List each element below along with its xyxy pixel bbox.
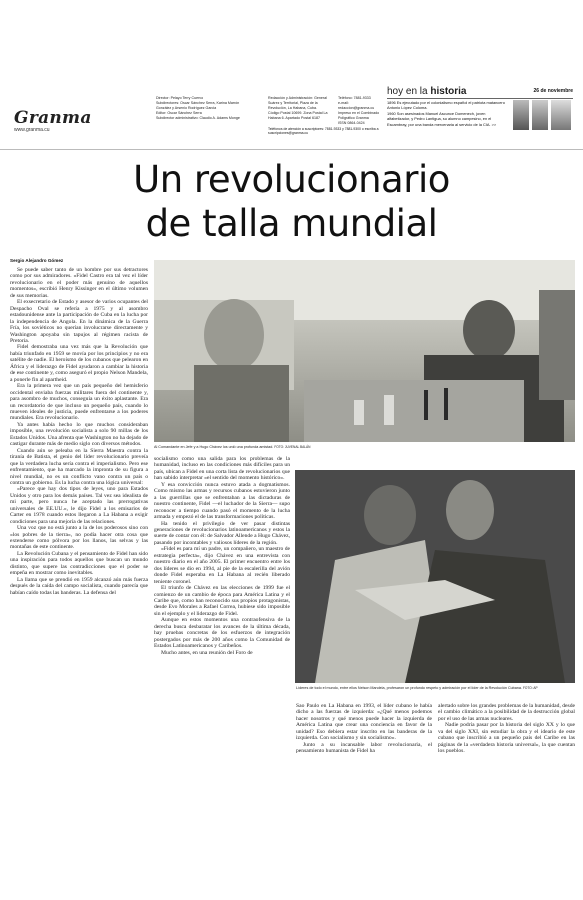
hoy-item: 1896 Es ejecutado por el colonialismo español el patriota matancero Antonio López Coloma. [387,100,505,111]
subscription-line: Teléfonos de atención a suscriptores: 7881-9333 y 7881-9300 o escriba a suscripciones@granma.cu [268,127,379,136]
portrait-photo [513,100,529,130]
paragraph: La Revolución Cubana y el pensamiento de Fidel han sido una inspiración para todos aquellos que buscan un mundo distinto, que supere las contradicciones que el poder se empeña en mostrar como inevitables. [10,550,148,577]
portrait-photo [532,100,548,130]
info-line: Redacción y Administración: General [268,96,327,100]
info-line: Subdirectores: Oscar Sánchez Serra, Karina Marrón [156,101,240,106]
info-line: Teléfono: 7881-9333 [338,96,371,100]
paragraph: Sao Paulo en La Habana en 1993, el líder cubano le había dicho a las fuerzas de izquierda: «¿Qué menos podemos hacer nosotros y qué menos puede hacer la izquierda de América Latina que crear una conciencia en favor de la unidad? Eso debiera estar inscrito en las banderas de la izquierda. Con socialismo y sin socialismo». [296,703,432,742]
paragraph: Una voz que no está junto a la de los poderosos sino con «los pobres de la tierra», no podía hacer otra cosa que extenderse como pólvora por los llanos, las selvas y las montañas de este continente. [10,525,148,551]
headline-line: Un revolucionario [133,158,450,201]
hoy-divider [387,98,573,99]
paragraph: Aunque en estos momentos una contraofensiva de la derecha busca desbaratar los avances de la última década, hay pruebas concretas de los esfuerzos de integración postergados por más de 200 años como la Comunidad de Estados Latinoamericanos y Caribeños. [154,617,290,650]
info-line: Revolución, La Habana, Cuba. [268,106,317,111]
paragraph: Cuando aún se peleaba en la Sierra Maestra contra la tiranía de Batista, el genio del líder revolucionario preveía que la verdadera lucha sería contra el imperialismo. Pero ese enfrentamiento, que ha marcado la impronta de su figura a nivel mundial, no es un conflicto vano contra un país o contra un gobierno. Es la lucha contra una lógica universal: [10,447,148,486]
info-line: Editor: Oscar Sánchez Serra [156,111,202,116]
photo-mandela-fidel-illustration [295,470,575,683]
hoy-date: 26 de noviembre [533,88,573,94]
paragraph: alertado sobre los grandes problemas de la humanidad, desde el cambio climático a la posibilidad de la destrucción global por el uso de las armas nucleares. [438,703,575,722]
site-url: www.granma.cu [14,127,50,133]
info-line: Director: Pelayo Terry Cuervo [156,96,204,100]
article-column-1 [10,267,148,895]
photo-caption-1 [154,445,575,450]
paragraph: Junto a su incansable labor revolucionaria, el pensamiento humanista de Fidel ha [296,741,432,755]
caption-text: Líderes de todo el mundo, entre ellos Nelson Mandela, profesaron un profundo respeto y admiración por el líder de la Revolución Cubana. [296,686,522,690]
hoy-title-prefix: hoy en la [387,86,431,97]
hoy-en-la-historia-box [387,86,573,127]
masthead-rule [0,149,583,150]
paragraph: «Fidel es para mí un padre, un compañero, un maestro de estrategia perfecta», dijo Chávez en una entrevista con nuestro diario en el año 2005. El primer encuentro entre los dos líderes se dio en 1994, al pie de la escalerilla del avión donde Fidel esperaba en La Habana al recién liberado teniente coronel. [154,546,290,585]
info-line: e-mail: redaccion@granma.cu [338,101,375,111]
masthead-info-contact [338,96,384,127]
headline-line: de talla mundial [145,202,438,245]
article-column-3 [296,703,432,896]
paragraph: El triunfo de Chávez en las elecciones de 1999 fue el comienzo de un cambio de época para América Latina y el Caribe que, como han reconocido sus propios protagonistas, desde Evo Morales a Rafael Correa, hubiese sido imposible sin el ejemplo y el liderazgo de Fidel. [154,585,290,617]
photo-credit: FOTO: JUVENAL BALÁN [274,445,311,449]
paragraph: Mucho antes, en una reunión del Foro de [161,649,253,656]
hoy-item: 1960 Son asesinados Manuel Ascunce Domenech, joven alfabetizador, y Pedro Lantigua, su alumno campesino, en el Escambray, por una banda mercenaria al servicio de la CIA. >> [387,110,497,127]
photo-credit: FOTO: AP [522,686,538,690]
portrait-photo [551,100,571,130]
hoy-title-bold: historia [430,86,467,97]
info-line: Suárez y Territorial, Plaza de la [268,101,318,106]
photo-caption-2 [296,686,576,691]
paragraph: Y esa convicción nunca estuvo atada a dogmatismos. Como mismo las armas y recursos cubanos estuvieron junto a las guerrillas que se enfrentaban a las dictaduras de nuestro continente, Fidel —el luchador de la Sierra— supo reconocer a tiempo cuando pasó el momento de la lucha armada y empezó el de las transformaciones políticas. [154,481,290,521]
paragraph: El exsecretario de Estado y asesor de varios ocupantes del Despacho Oval se refería a 1975 y al asombro estadounidense ante la participación de Cuba en la lucha por la independencia de Angola. En la dinámica de la Guerra Fría, los soviéticos no querían involucrarse directamente y Washington apoyaba sin tapujos al régimen racista de Pretoria. [10,299,148,344]
paragraph: Fidel demostraba una vez más que la Revolución que había triunfado en 1959 se movía por los principios y no era satélite de nadie. El heroísmo de los cubanos que pelearon en África y el liderazgo de Fidel ayudaron a cambiar la historia de ese continente y, como aseguró el propio Nelson Mandela, a ponerle fin al apartheid. [10,344,148,383]
article-column-2 [154,456,290,896]
photo-fidel-chavez [154,260,575,442]
masthead-info-staff [156,96,256,121]
info-line: Poligráfico Granma [338,116,369,121]
article-column-4 [438,703,575,896]
info-line: Subdirector administrativo: Claudio A. Adams Monge [156,116,240,121]
info-line: Código Postal 10699. Zona Postal La [268,111,328,116]
info-line: González y Arsenio Rodríguez Garcia [156,106,217,111]
paragraph: La llama que se prendió en 1959 alcanzó aún más fuerza después de la caída del campo socialista, cuando parecía que habían caído todas las banderas. La defensa del [10,576,148,596]
paragraph: socialismo como una salida para los problemas de la humanidad, incluso en las condiciones más difíciles para un país, ubican a Fidel en una corta lista de revolucionarios que han sabido interpretar «el sentido del momento histórico». [154,456,290,482]
paragraph: Se puede saber tanto de un hombre por sus detractores como por sus admiradores. «Fidel Castro era tal vez el líder revolucionario en el poder más genuino de aquellos momentos», escribió Henry Kissinger en el último volumen de sus memorias. [10,267,148,299]
paragraph: Nadie podría pasar por la historia del siglo XX y lo que va del siglo XXI, sin estudiar la obra y el ideario de este cubano que inscribió a un pequeño país del Caribe en las páginas de la «verdadera historia universal», la que cuentan los pueblos. [438,722,575,755]
newspaper-logo: Granma [14,108,92,128]
paragraph: Era la primera vez que un país pequeño del hemisferio occidental enviaba fuerzas militares fuera del continente y, para asombro de muchos, conseguía un éxito aplastante. Era un recordatorio de que incluso un pequeño país, cuando lo mueven ideales de justicia, puede enfrentarse a los poderes mundiales. Era revolucionario. [10,383,148,422]
info-line: Habana 6. Apartado Postal 6187 [268,116,320,121]
hoy-items [387,100,509,127]
photo-mandela-fidel [295,470,575,683]
info-line: Impreso en el Combinado [338,111,380,116]
masthead-info-address [268,96,334,121]
photo-fidel-chavez-illustration [154,260,575,442]
caption-text: Al Comandante en Jefe y a Hugo Chávez los unió una profunda amistad. [154,445,274,449]
paragraph: Ha tenido el privilegio de ver pasar distintas generaciones de revolucionarios latinoamericanos y estos la suerte de contar con él: de Salvador Allende a Hugo Chávez, pasando por incontables y valiosos líderes de la región. [154,520,290,546]
info-line: ISSN 0864-0424 [338,121,365,126]
paragraph: «Parece que hay dos tipos de leyes, uno para Estados Unidos y otro para los demás países. Tal vez sea idealista de mi parte, pero nunca he aceptado las prerrogativas universales de EE.UU.», le dijo Fidel a los emisarios de Carter en 1978 cuando estos llegaron a La Habana a exigir condiciones para una mejoría de las relaciones. [10,486,148,525]
paragraph: Ya antes había hecho lo que muchos consideraban imposible, una revolución socialista a solo 90 millas de los Estados Unidos. Una afrenta que Washington no ha dejado de castigar durante más de medio siglo con diversos métodos. [10,421,148,448]
byline: Sergio Alejandro Gómez [10,258,64,263]
headline [0,158,583,246]
